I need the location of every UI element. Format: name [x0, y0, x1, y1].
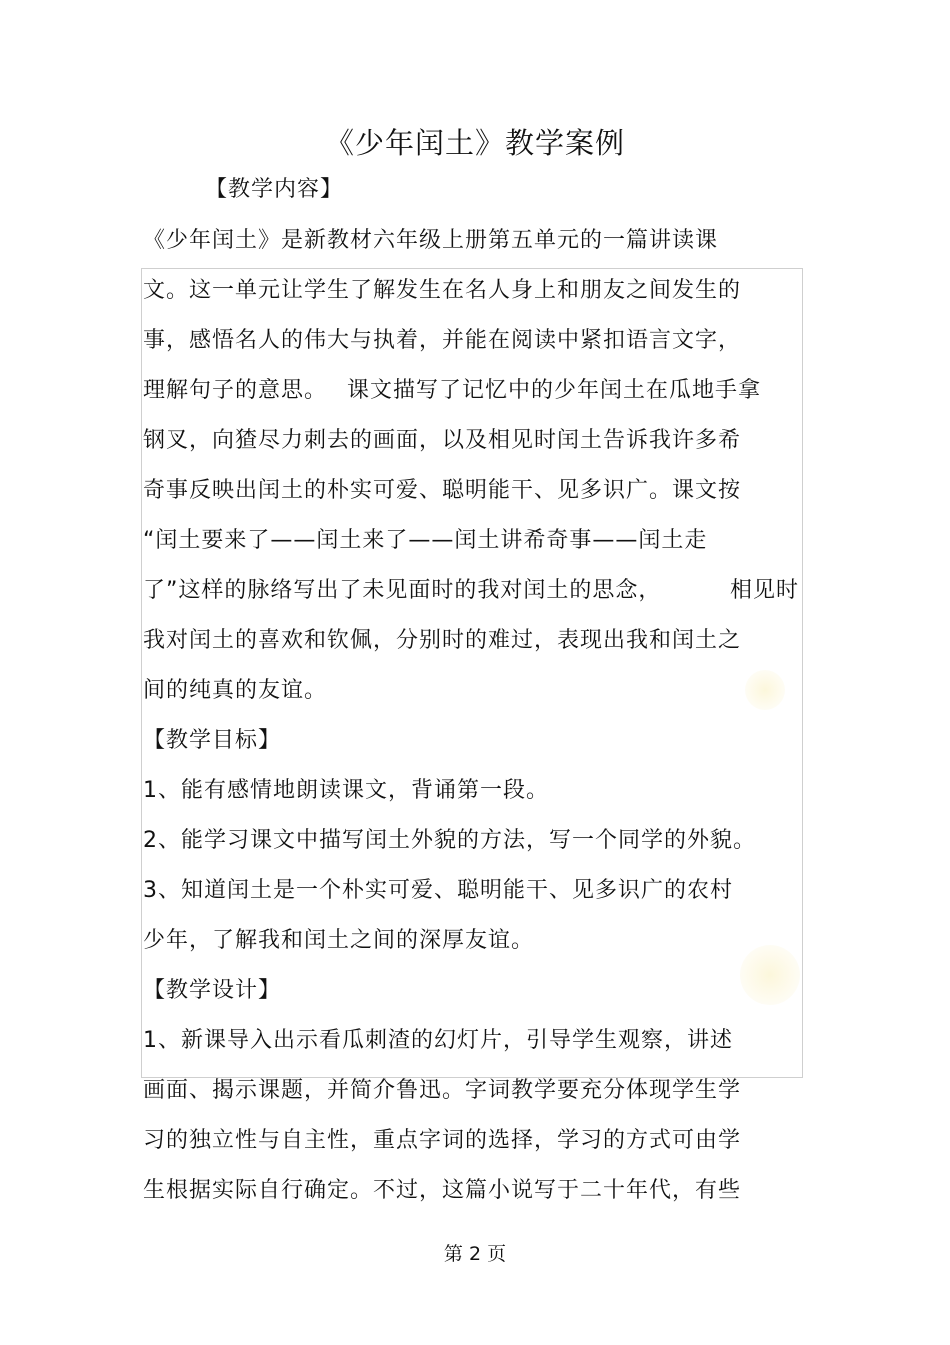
paragraph-line: 相见时 — [730, 578, 800, 603]
document-title: 《少年闰土》教学案例 — [324, 126, 625, 160]
watermark-blot — [740, 945, 800, 1005]
paragraph-line: 间的纯真的友谊。 — [143, 678, 328, 703]
paragraph-line: 了”这样的脉络写出了未见面时的我对闰土的思念， — [143, 578, 662, 603]
paragraph-line: 钢叉，向猹尽力刺去的画面，以及相见时闰土告诉我许多希 — [143, 428, 742, 453]
paragraph-line: 《少年闰土》是新教材六年级上册第五单元的一篇讲读课 — [143, 228, 719, 253]
goal-item: 2、能学习课文中描写闰土外貌的方法，写一个同学的外貌。 — [143, 828, 756, 853]
design-line: 生根据实际自行确定。不过，这篇小说写于二十年代，有些 — [143, 1178, 742, 1203]
paragraph-line: 事，感悟名人的伟大与执着，并能在阅读中紧扣语言文字， — [143, 328, 742, 353]
paragraph-line: 奇事反映出闰土的朴实可爱、聪明能干、见多识广。课文按 — [143, 478, 742, 503]
paragraph-line: 课文描写了记忆中的少年闰土在瓜地手拿 — [347, 378, 762, 403]
design-line: 1、新课导入出示看瓜刺渣的幻灯片，引导学生观察，讲述 — [143, 1028, 733, 1053]
design-line: 习的独立性与自主性，重点字词的选择，学习的方式可由学 — [143, 1128, 742, 1153]
goal-item: 少年，了解我和闰土之间的深厚友谊。 — [143, 928, 535, 953]
paragraph-line: 理解句子的意思。 — [143, 378, 328, 403]
section-heading-design: 【教学设计】 — [143, 978, 282, 1003]
goal-item: 3、知道闰土是一个朴实可爱、聪明能干、见多识广的农村 — [143, 878, 733, 903]
design-line: 画面、揭示课题，并简介鲁迅。字词教学要充分体现学生学 — [143, 1078, 742, 1103]
paragraph-line: “闰土要来了——闰土来了——闰土讲希奇事——闰土走 — [143, 528, 708, 553]
paragraph-line: 我对闰土的喜欢和钦佩，分别时的难过，表现出我和闰土之 — [143, 628, 742, 653]
section-heading-goals: 【教学目标】 — [143, 728, 282, 753]
section-heading-content: 【教学内容】 — [205, 177, 344, 202]
page-number: 第 2 页 — [443, 1243, 507, 1265]
paragraph-line: 文。这一单元让学生了解发生在名人身上和朋友之间发生的 — [143, 278, 742, 303]
goal-item: 1、能有感情地朗读课文，背诵第一段。 — [143, 778, 549, 803]
watermark-blot — [745, 670, 785, 710]
